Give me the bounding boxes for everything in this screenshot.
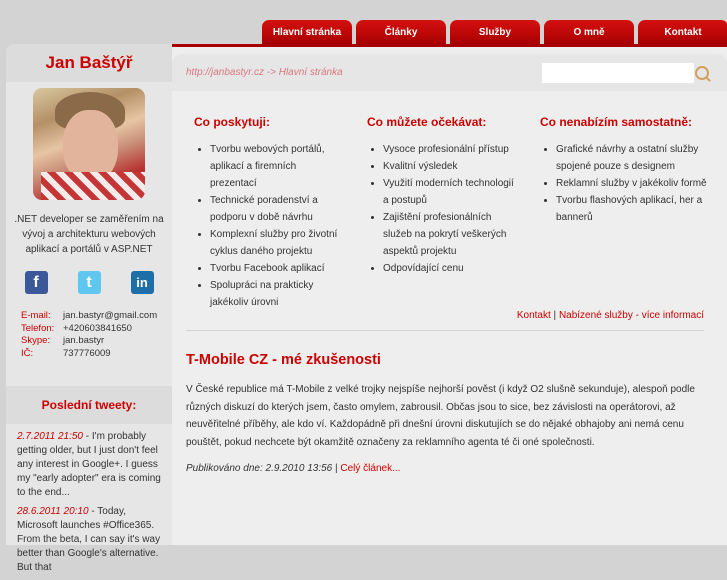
tab-services[interactable]: Služby bbox=[450, 20, 540, 44]
link-separator: | bbox=[553, 310, 557, 321]
publish-date: Publikováno dne: 2.9.2010 13:56 bbox=[186, 463, 333, 474]
tweet-date[interactable]: 2.7.2011 21:50 bbox=[17, 431, 83, 442]
email-value: jan.bastyr@gmail.com bbox=[63, 310, 158, 321]
list-item: • Grafické návrhy a ostatní služby spojené pouze s designem bbox=[556, 141, 708, 175]
tweet-date[interactable]: 28.6.2011 20:10 bbox=[17, 506, 89, 517]
search-icon[interactable] bbox=[695, 66, 709, 80]
divider bbox=[186, 330, 704, 331]
list-item: • Komplexní služby pro životní cyklus daného projektu bbox=[210, 226, 345, 260]
skype-value: jan.bastyr bbox=[63, 335, 105, 346]
sidebar-header bbox=[6, 44, 172, 82]
tab-articles[interactable]: Články bbox=[356, 20, 446, 44]
tweet-item bbox=[17, 505, 165, 575]
tweet-text: - I'm probably getting older, but I just don't feel any interest in Google+. I guess my "early adopter" era is coming to the end... bbox=[17, 431, 161, 498]
email-label: E-mail: bbox=[21, 310, 51, 321]
info-links bbox=[517, 310, 704, 321]
column-offer bbox=[172, 115, 345, 311]
contact-link[interactable]: Kontakt bbox=[516, 310, 551, 321]
list-item: • Zajištění profesionálních služeb na pokrytí veškerých aspektů projektu bbox=[383, 209, 518, 260]
tweets-list bbox=[17, 430, 165, 580]
read-more-link[interactable]: Celý článek... bbox=[340, 463, 401, 474]
facebook-icon[interactable]: f bbox=[25, 271, 48, 294]
tab-about[interactable]: O mně bbox=[544, 20, 634, 44]
list-item: • Kvalitní výsledek bbox=[383, 158, 518, 175]
phone-value: +420603841650 bbox=[63, 322, 132, 334]
author-photo bbox=[33, 88, 145, 200]
column-expect bbox=[345, 115, 518, 311]
author-bio: .NET developer se zaměřením na vývoj a architekturu webových aplikací a portálů v ASP.NET bbox=[14, 214, 164, 255]
author-name: Jan Baštýř bbox=[45, 53, 133, 72]
main-content bbox=[172, 47, 727, 545]
list-item: • Tvorbu Facebook aplikací bbox=[210, 260, 345, 277]
list-item: • Reklamní služby v jakékoliv formě bbox=[556, 175, 708, 192]
search-input[interactable] bbox=[542, 63, 694, 83]
list-item: • Vysoce profesionální přístup bbox=[383, 141, 518, 158]
tweet-text: - Today, Microsoft launches #Office365. From the beta, I can say it's way better than Google's alternative. But that bbox=[17, 506, 161, 573]
list-item: • Tvorbu webových portálů, aplikací a firemních prezentací bbox=[210, 141, 345, 192]
meta-separator: | bbox=[332, 463, 341, 474]
column-title: Co můžete očekávat: bbox=[367, 115, 487, 129]
list-item: • Odpovídající cenu bbox=[383, 260, 518, 277]
column-title: Co poskytuji: bbox=[194, 115, 271, 129]
article-title[interactable]: T-Mobile CZ - mé zkušenosti bbox=[186, 352, 381, 368]
linkedin-icon[interactable]: in bbox=[131, 271, 154, 294]
column-title: Co nenabízím samostatně: bbox=[540, 115, 693, 129]
tweets-heading: Poslední tweety: bbox=[6, 386, 172, 424]
social-links bbox=[6, 271, 172, 294]
tweet-item bbox=[17, 430, 165, 500]
list-item: • Využití moderních technologií a postupů bbox=[383, 175, 518, 209]
ic-value: 737776009 bbox=[63, 347, 111, 359]
main-nav bbox=[262, 20, 727, 44]
phone-label: Telefon: bbox=[21, 322, 55, 334]
tab-home[interactable]: Hlavní stránka bbox=[262, 20, 352, 44]
list-item: • Technické poradenství a podporu v době návrhu bbox=[210, 192, 345, 226]
article-body: V České republice má T-Mobile z velké trojky nejspíše nejhorší pověst (i když O2 slušně sekunduje), alespoň podle různých diskuzí do kterých jsem, často omylem, zabrousil. Občas jsou to sice, bez závislosti na operátorovi, až neuvěřitelné příběhy, ale kdo ví. Každopádně při dnešní úrovni diskutujích se do nějaké obhajoby ani nemá cenu pouštět, pokud nechcete být okamžitě označeny za reklamního agenta té či oné společnosti. bbox=[186, 384, 695, 448]
skype-label: Skype: bbox=[21, 335, 51, 346]
breadcrumb-bar bbox=[172, 54, 727, 91]
list-item: • Tvorbu flashových aplikací, her a bannerů bbox=[556, 192, 708, 226]
sidebar bbox=[6, 44, 172, 573]
services-link[interactable]: Nabízené služby - více informací bbox=[558, 310, 704, 321]
breadcrumb[interactable]: http://janbastyr.cz -> Hlavní stránka bbox=[186, 67, 343, 78]
article bbox=[186, 352, 707, 474]
article-meta bbox=[186, 463, 707, 474]
tab-contact[interactable]: Kontakt bbox=[638, 20, 727, 44]
column-not-offered bbox=[518, 115, 708, 311]
services-columns bbox=[172, 115, 727, 311]
ic-label: IČ: bbox=[21, 347, 34, 359]
list-item: • Spolupráci na prakticky jakékoliv úrovni bbox=[210, 277, 345, 311]
twitter-icon[interactable]: t bbox=[78, 271, 101, 294]
contact-info bbox=[21, 310, 172, 360]
